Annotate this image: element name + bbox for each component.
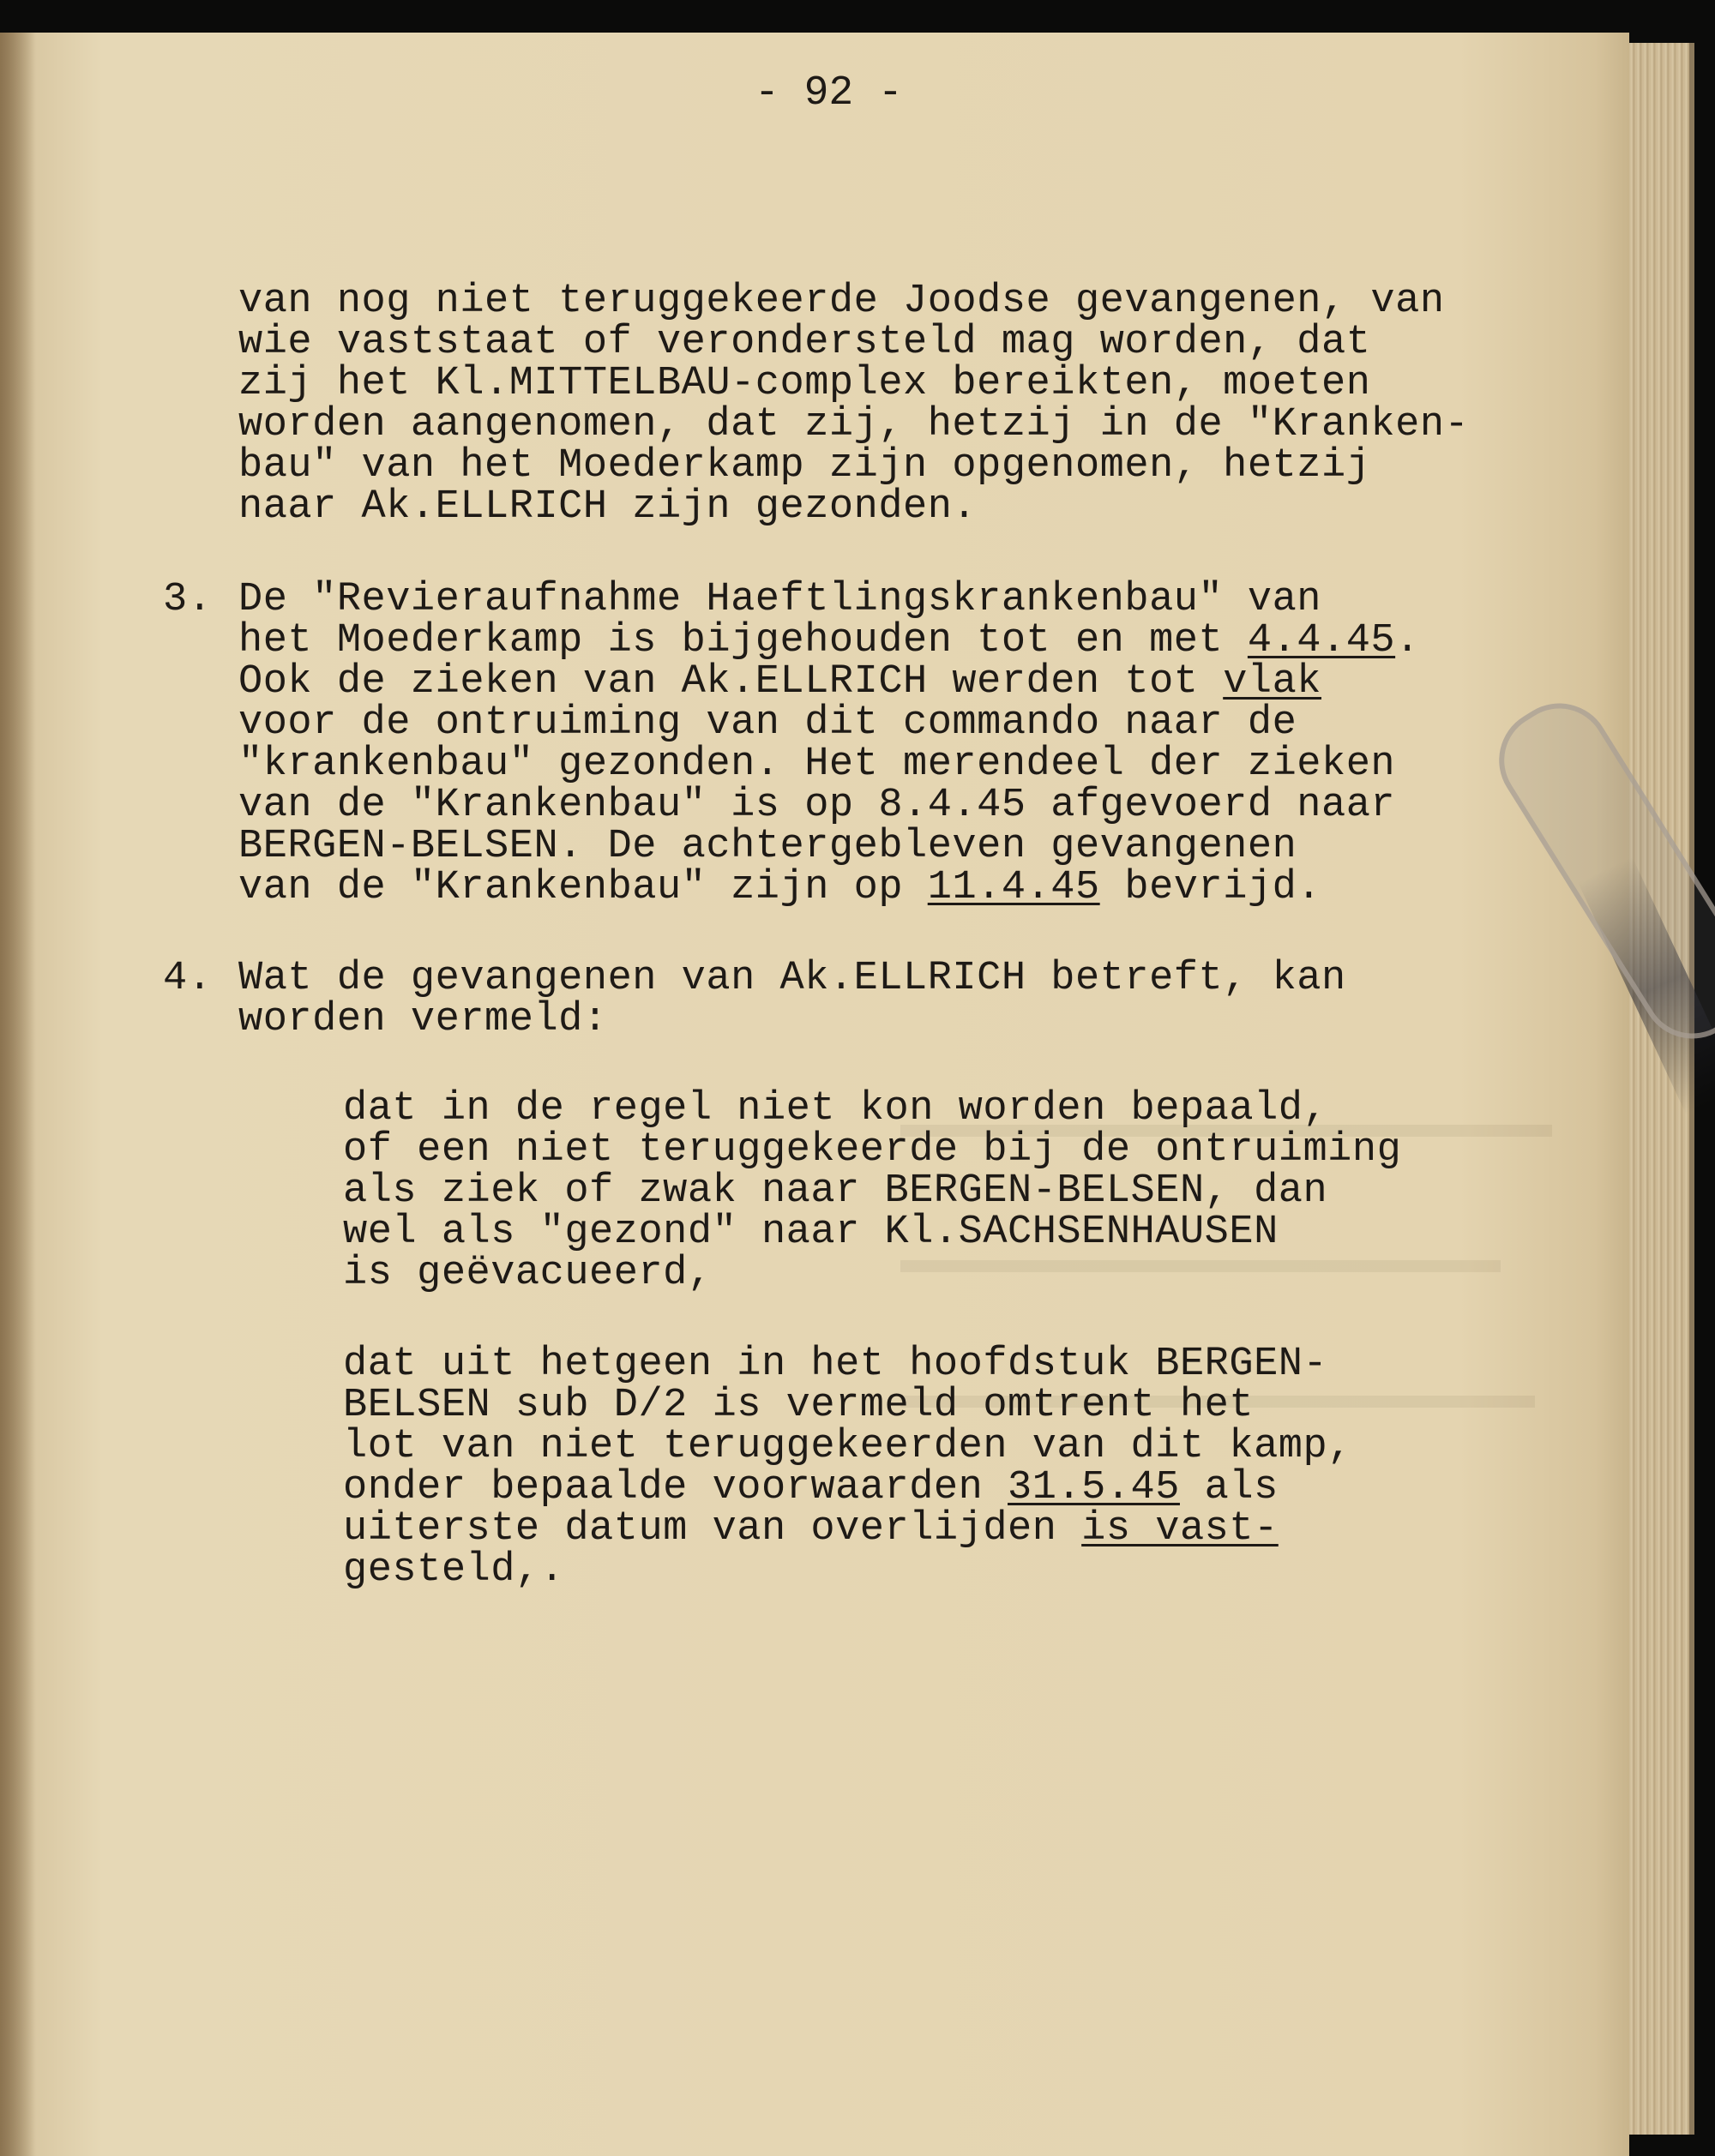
binding-shadow: [0, 33, 36, 2156]
para3-line-2-text: het Moederkamp is bijgehouden tot en met: [238, 618, 1248, 664]
sub2-line-5: [343, 1506, 1279, 1552]
sub2-line-1: dat uit hetgeen in het hoofdstuk BERGEN-: [343, 1342, 1328, 1387]
sub2-line-4-text: onder bepaalde voorwaarden: [343, 1465, 1008, 1510]
para4-line-1: Wat de gevangenen van Ak.ELLRICH betreft, kan: [238, 956, 1346, 1001]
para3-line-3-text: Ook de zieken van Ak.ELLRICH werden tot: [238, 659, 1224, 705]
para3-line-3: [238, 659, 1322, 705]
sub2-line-2: BELSEN sub D/2 is vermeld omtrent het: [343, 1383, 1255, 1428]
para3-line-2-end: .: [1395, 618, 1420, 664]
sub2-line-5-text: uiterste datum van overlijden: [343, 1506, 1082, 1552]
intro-line-5: bau" van het Moederkamp zijn opgenomen, hetzij: [238, 443, 1371, 489]
sub1-line-5: is geëvacueerd,: [343, 1251, 713, 1296]
date-11-4-45: 11.4.45: [927, 865, 1100, 910]
para3-line-4: voor de ontruiming van dit commando naar de: [238, 700, 1297, 746]
paragraph-4-number: 4.: [163, 956, 213, 1001]
para3-line-8-end: bevrijd.: [1099, 865, 1322, 910]
sub2-line-4: [343, 1465, 1279, 1510]
para3-line-7: BERGEN-BELSEN. De achtergebleven gevangenen: [238, 824, 1297, 869]
intro-line-1: van nog niet teruggekeerde Joodse gevangenen, van: [238, 279, 1445, 324]
sub2-line-5-underlined: is vast-: [1081, 1506, 1279, 1552]
para3-line-6: van de "Krankenbau" is op 8.4.45 afgevoerd naar: [238, 783, 1396, 828]
sub1-line-2: of een niet teruggekeerde bij de ontruiming: [343, 1127, 1402, 1173]
sub2-line-6: gesteld,.: [343, 1547, 565, 1593]
intro-line-4: worden aangenomen, dat zij, hetzij in de "Kranken-: [238, 402, 1470, 447]
sub1-line-1: dat in de regel niet kon worden bepaald,: [343, 1086, 1328, 1132]
para3-line-1: De "Revieraufnahme Haeftlingskrankenbau" van: [238, 577, 1322, 622]
sub1-line-4: wel als "gezond" naar Kl.SACHSENHAUSEN: [343, 1210, 1279, 1255]
date-4-4-45: 4.4.45: [1247, 618, 1396, 664]
sub1-line-3: als ziek of zwak naar BERGEN-BELSEN, dan: [343, 1168, 1328, 1214]
para3-line-3-underlined: vlak: [1223, 659, 1322, 705]
page-number: - 92 -: [755, 70, 903, 117]
intro-line-6: naar Ak.ELLRICH zijn gezonden.: [238, 484, 978, 530]
para3-line-8: [238, 865, 1322, 910]
para3-line-8-text: van de "Krankenbau" zijn op: [238, 865, 928, 910]
intro-line-2: wie vaststaat of verondersteld mag worden, dat: [238, 320, 1371, 365]
sub2-line-4-end: als: [1179, 1465, 1279, 1510]
para3-line-2: [238, 618, 1420, 664]
para3-line-5: "krankenbau" gezonden. Het merendeel der zieken: [238, 742, 1396, 787]
intro-line-3: zij het Kl.MITTELBAU-complex bereikten, moeten: [238, 361, 1371, 406]
date-31-5-45: 31.5.45: [1008, 1465, 1180, 1510]
paragraph-3-number: 3.: [163, 577, 213, 622]
sub2-line-3: lot van niet teruggekeerden van dit kamp,: [343, 1424, 1352, 1469]
para4-line-2: worden vermeld:: [238, 997, 608, 1042]
